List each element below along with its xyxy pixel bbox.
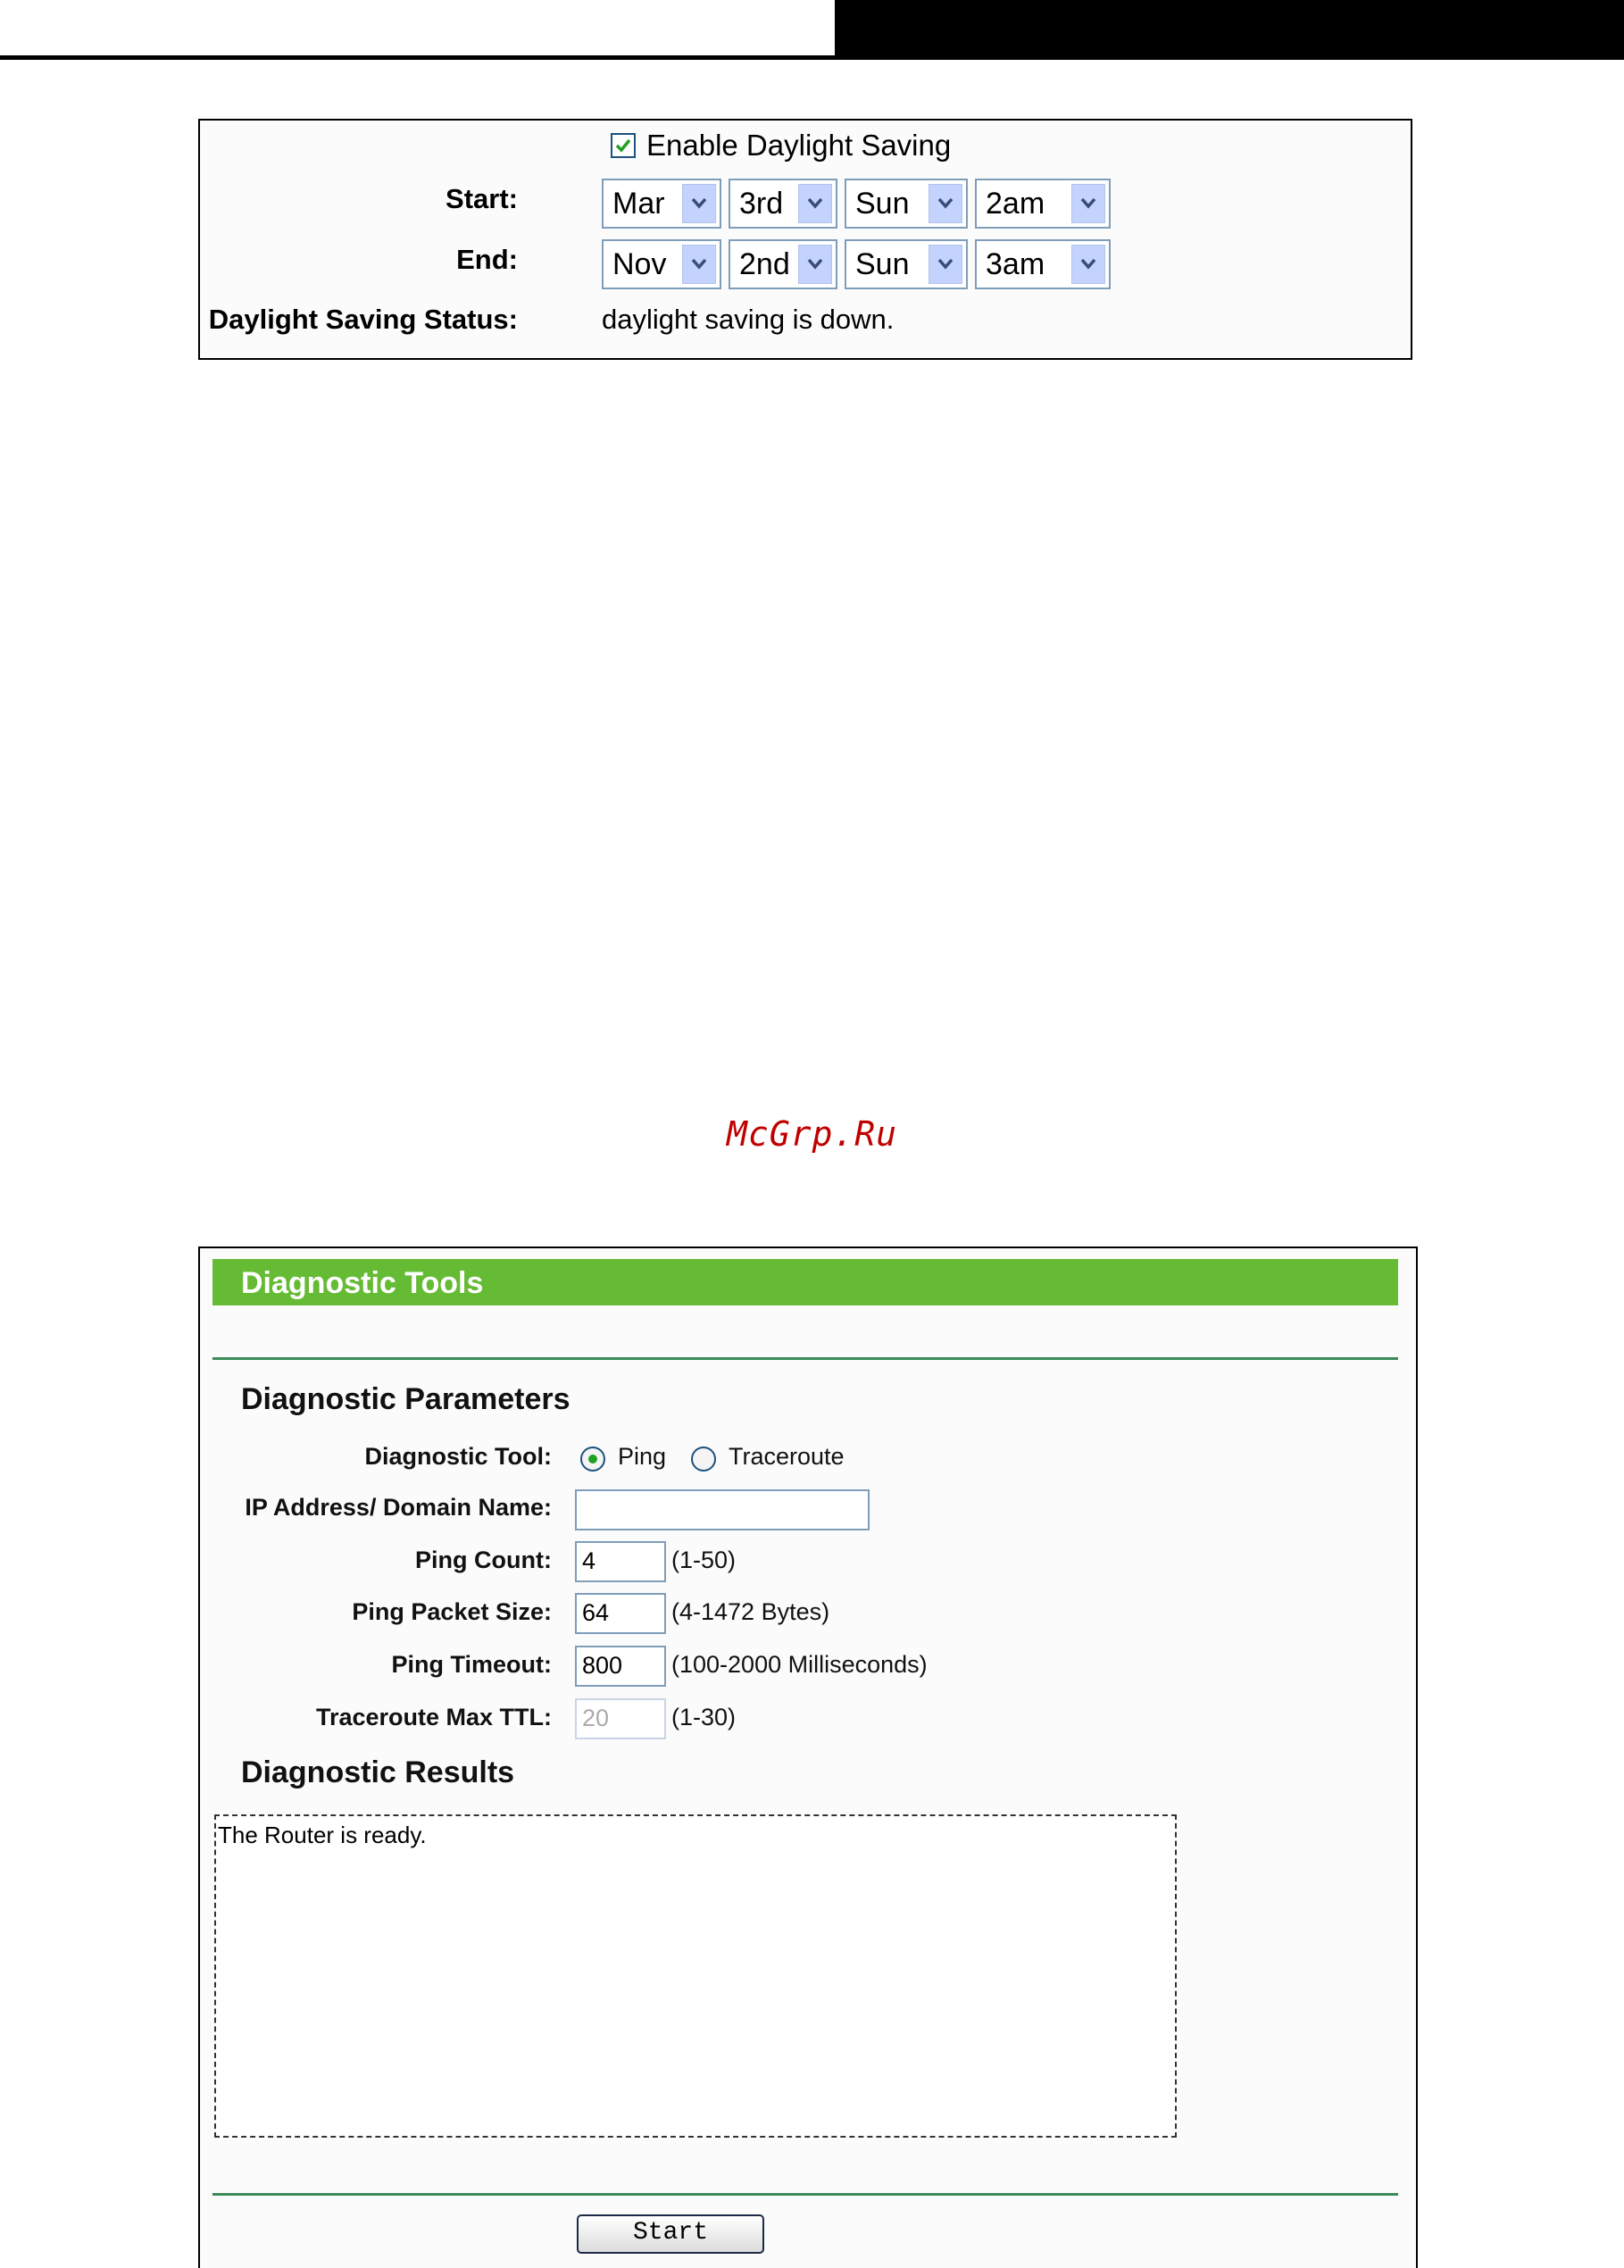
ping-timeout-label: Ping Timeout: — [391, 1651, 552, 1678]
end-day-select[interactable] — [845, 239, 968, 289]
traceroute-max-ttl-label: Traceroute Max TTL: — [315, 1704, 552, 1730]
enable-daylight-saving-label: Enable Daylight Saving — [646, 129, 952, 162]
daylight-saving-status-label: Daylight Saving Status: — [208, 304, 518, 335]
end-hour-value: 3am — [986, 247, 1045, 281]
radio-ping[interactable] — [580, 1447, 605, 1472]
ping-packet-size-label: Ping Packet Size: — [352, 1598, 552, 1625]
end-month-select[interactable] — [602, 239, 721, 289]
header-rule — [0, 55, 1624, 60]
ping-packet-size-input[interactable]: 64 — [575, 1593, 666, 1634]
start-hour-value: 2am — [986, 187, 1045, 221]
ping-count-label: Ping Count: — [415, 1547, 552, 1573]
checkmark-icon — [614, 137, 632, 154]
diagnostic-parameters-heading: Diagnostic Parameters — [241, 1382, 570, 1416]
page-title: Diagnostic Tools — [241, 1266, 484, 1300]
chevron-down-icon — [682, 184, 716, 223]
ping-count-input[interactable]: 4 — [575, 1541, 666, 1582]
diagnostic-tools-panel — [198, 1247, 1418, 2268]
start-day-value: Sun — [855, 187, 910, 221]
diagnostic-results-text: The Router is ready. — [218, 1822, 427, 1848]
end-week-select[interactable] — [729, 239, 837, 289]
diagnostic-tool-label: Diagnostic Tool: — [364, 1443, 552, 1470]
ip-address-label: IP Address/ Domain Name: — [245, 1494, 552, 1521]
radio-ping-label: Ping — [618, 1443, 667, 1470]
chevron-down-icon — [929, 184, 962, 223]
watermark: McGrp.Ru — [726, 1114, 898, 1154]
chevron-down-icon — [929, 245, 962, 284]
ping-packet-size-hint: (4-1472 Bytes) — [671, 1598, 830, 1625]
end-hour-select[interactable] — [975, 239, 1111, 289]
start-button[interactable]: Start — [577, 2214, 764, 2254]
ping-count-hint: (1-50) — [671, 1547, 737, 1573]
end-month-value: Nov — [612, 247, 667, 281]
chevron-down-icon — [798, 184, 832, 223]
enable-daylight-saving-checkbox[interactable] — [611, 133, 636, 158]
radio-traceroute-label: Traceroute — [729, 1443, 845, 1470]
end-week-value: 2nd — [739, 247, 790, 281]
daylight-saving-panel — [198, 119, 1412, 360]
ping-timeout-input[interactable]: 800 — [575, 1646, 666, 1687]
traceroute-max-ttl-hint: (1-30) — [671, 1704, 737, 1730]
start-day-select[interactable] — [845, 179, 968, 229]
header-black-block — [835, 0, 1624, 55]
title-bar — [212, 1259, 1398, 1305]
end-day-value: Sun — [855, 247, 910, 281]
start-month-value: Mar — [612, 187, 665, 221]
ip-address-input[interactable] — [575, 1489, 870, 1530]
traceroute-max-ttl-input[interactable]: 20 — [575, 1698, 666, 1739]
daylight-saving-status-value: daylight saving is down. — [602, 304, 895, 335]
chevron-down-icon — [1071, 245, 1105, 284]
diagnostic-results-box — [214, 1814, 1177, 2138]
start-label: Start: — [446, 183, 518, 214]
divider — [212, 1357, 1398, 1360]
chevron-down-icon — [1071, 184, 1105, 223]
radio-traceroute[interactable] — [691, 1447, 716, 1472]
start-week-value: 3rd — [739, 187, 784, 221]
end-label: End: — [456, 244, 518, 275]
ping-timeout-hint: (100-2000 Milliseconds) — [671, 1651, 928, 1678]
divider — [212, 2193, 1398, 2196]
radio-selected-dot — [588, 1455, 597, 1463]
chevron-down-icon — [682, 245, 716, 284]
start-week-select[interactable] — [729, 179, 837, 229]
start-month-select[interactable] — [602, 179, 721, 229]
start-hour-select[interactable] — [975, 179, 1111, 229]
chevron-down-icon — [798, 245, 832, 284]
diagnostic-results-heading: Diagnostic Results — [241, 1755, 515, 1789]
